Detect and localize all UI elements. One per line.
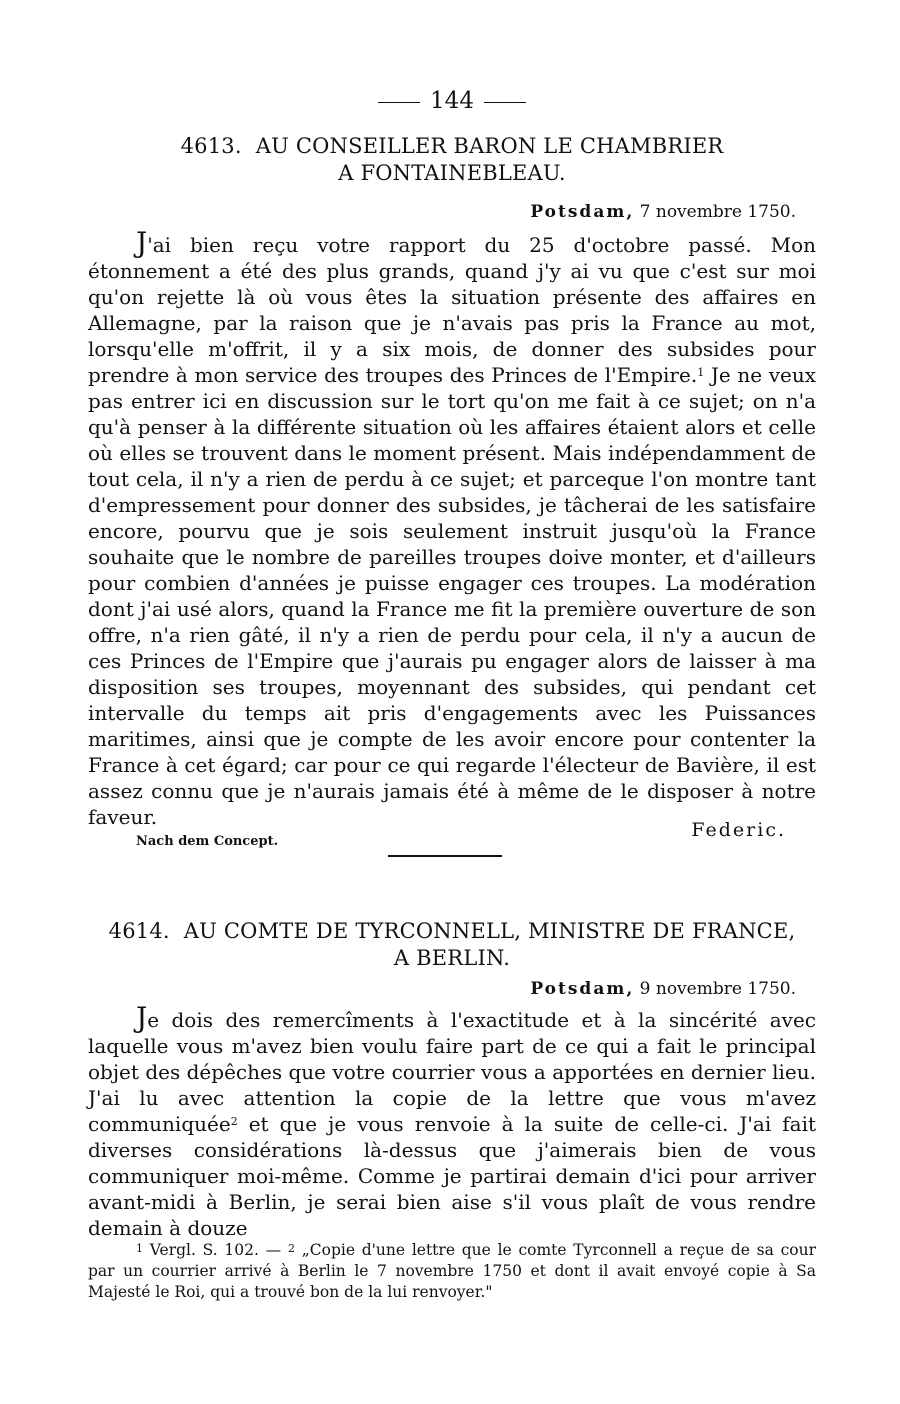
footnote-block [88,1240,816,1303]
letter-4613-date-place: Potsdam, [530,202,635,222]
letter-4613-footnote-ref: 1 [697,366,705,379]
letter-4613-address-line2: A FONTAINEBLEAU. [338,161,566,185]
letter-4614-dateline [530,977,796,1001]
letter-4613-number: 4613. [180,134,242,158]
footnote-1-text: Vergl. S. 102. — [149,1241,282,1259]
letter-4614-number: 4614. [108,919,170,943]
letter-4614-date-place: Potsdam, [530,979,635,999]
footnote-2-text: „Copie d'une lettre que le comte Tyrconnell a reçue de sa cour par un courrier arrivé à Berlin le 7 novembre 1750 et dont il avait envoyé copie à Sa Majesté le Roi, qui a trouvé bon de la lui renvoyer." [88,1241,816,1301]
page-number-text: 144 [430,88,474,114]
letter-4614-heading-line1 [88,918,816,945]
letter-4613-lead-letter: J [136,226,148,259]
letter-4613-address-line1: AU CONSEILLER BARON LE CHAMBRIER [255,134,724,158]
page-number [88,86,816,116]
section-divider [388,855,502,857]
letter-4614-footnote-ref: 2 [230,1115,238,1128]
letter-4614-date: 9 novembre 1750. [639,979,796,999]
footnote-2-mark: 2 [287,1242,295,1255]
letter-4614-address-line1: AU COMTE DE TYRCONNELL, MINISTRE DE FRANCE, [183,919,796,943]
letter-4613-dateline [530,200,796,224]
letter-4613-heading-line1 [88,133,816,160]
document-page [88,0,816,1404]
letter-4613-text: 'ai bien reçu votre rapport du 25 d'octobre passé. Mon étonnement a été des plus grands, quand j'y ai vu que c'est sur moi qu'on rejette là où vous êtes la situation présente des affaires en Allemagne, par la raison que je n'avais pas pris la France au mot, lorsqu'elle m'offrit, il y a six mois, de donner des subsides pour prendre à mon service des troupes des Princes de l'Empire. [88,233,816,387]
footnote-1-mark: 1 [136,1242,143,1255]
page-number-dash-left [378,102,420,103]
letter-4614-text-cont: et que je vous renvoie à la suite de celle-ci. J'ai fait diverses considérations là-dessus que j'aimerais bien de vous communiquer moi-même. Comme je partirai demain d'ici pour arriver avant-midi à Berlin, je serai bien aise s'il vous plaît de vous rendre demain à douze [88,1112,816,1240]
letter-4613-body [88,226,816,830]
letter-4613-source: Nach dem Concept. [136,834,279,849]
letter-4614-text: e dois des remercîments à l'exactitude et à la sincérité avec laquelle vous m'avez bien voulu faire part de ce qui a fait le principal objet des dépêches que votre courrier vous a apportées en dernier lieu. J'ai lu avec attention la copie de la lettre que vous m'avez communiquée [88,1008,816,1136]
letter-4613-text-cont: Je ne veux pas entrer ici en discussion sur le tort qu'on me fait à ce sujet; on n'a qu'à penser à la différente situation où les affaires étaient alors et celle où elles se trouvent dans le moment présent. Mais indépendamment de tout cela, il n'y a rien de perdu à ce sujet; et parceque l'on montre tant d'empressement pour donner des subsides, je tâcherai de les satisfaire encore, pourvu que je sois seulement instruit jusqu'où la France souhaite que le nombre de pareilles troupes doive monter, et d'ailleurs pour combien d'années je puisse engager ces troupes. La modération dont j'ai usé alors, quand la France me fit la première ouverture de son offre, n'a rien gâté, il n'y a rien de perdu pour cela, il n'y a aucun de ces Princes de l'Empire que j'aurais pu engager alors de laisser à ma disposition ses troupes, moyennant des subsides, qui pendant cet intervalle du temps ait pris d'engagements avec les Puissances maritimes, ainsi que je compte de les avoir encore pour contenter la France à cet égard; car pour ce qui regarde l'électeur de Bavière, il est assez connu que je n'aurais jamais été à même de le disposer à notre faveur. [88,363,816,829]
letter-4614-lead-letter: J [136,1001,148,1034]
letter-4614-heading [88,918,816,972]
letter-4613-date: 7 novembre 1750. [639,202,796,222]
letter-4614-body [88,1001,816,1241]
letter-4613-signature: Federic. [691,819,786,841]
letter-4614-address-line2: A BERLIN. [393,946,511,970]
footnotes [88,1240,816,1303]
letter-4613-heading [88,133,816,187]
page-number-dash-right [484,102,526,103]
